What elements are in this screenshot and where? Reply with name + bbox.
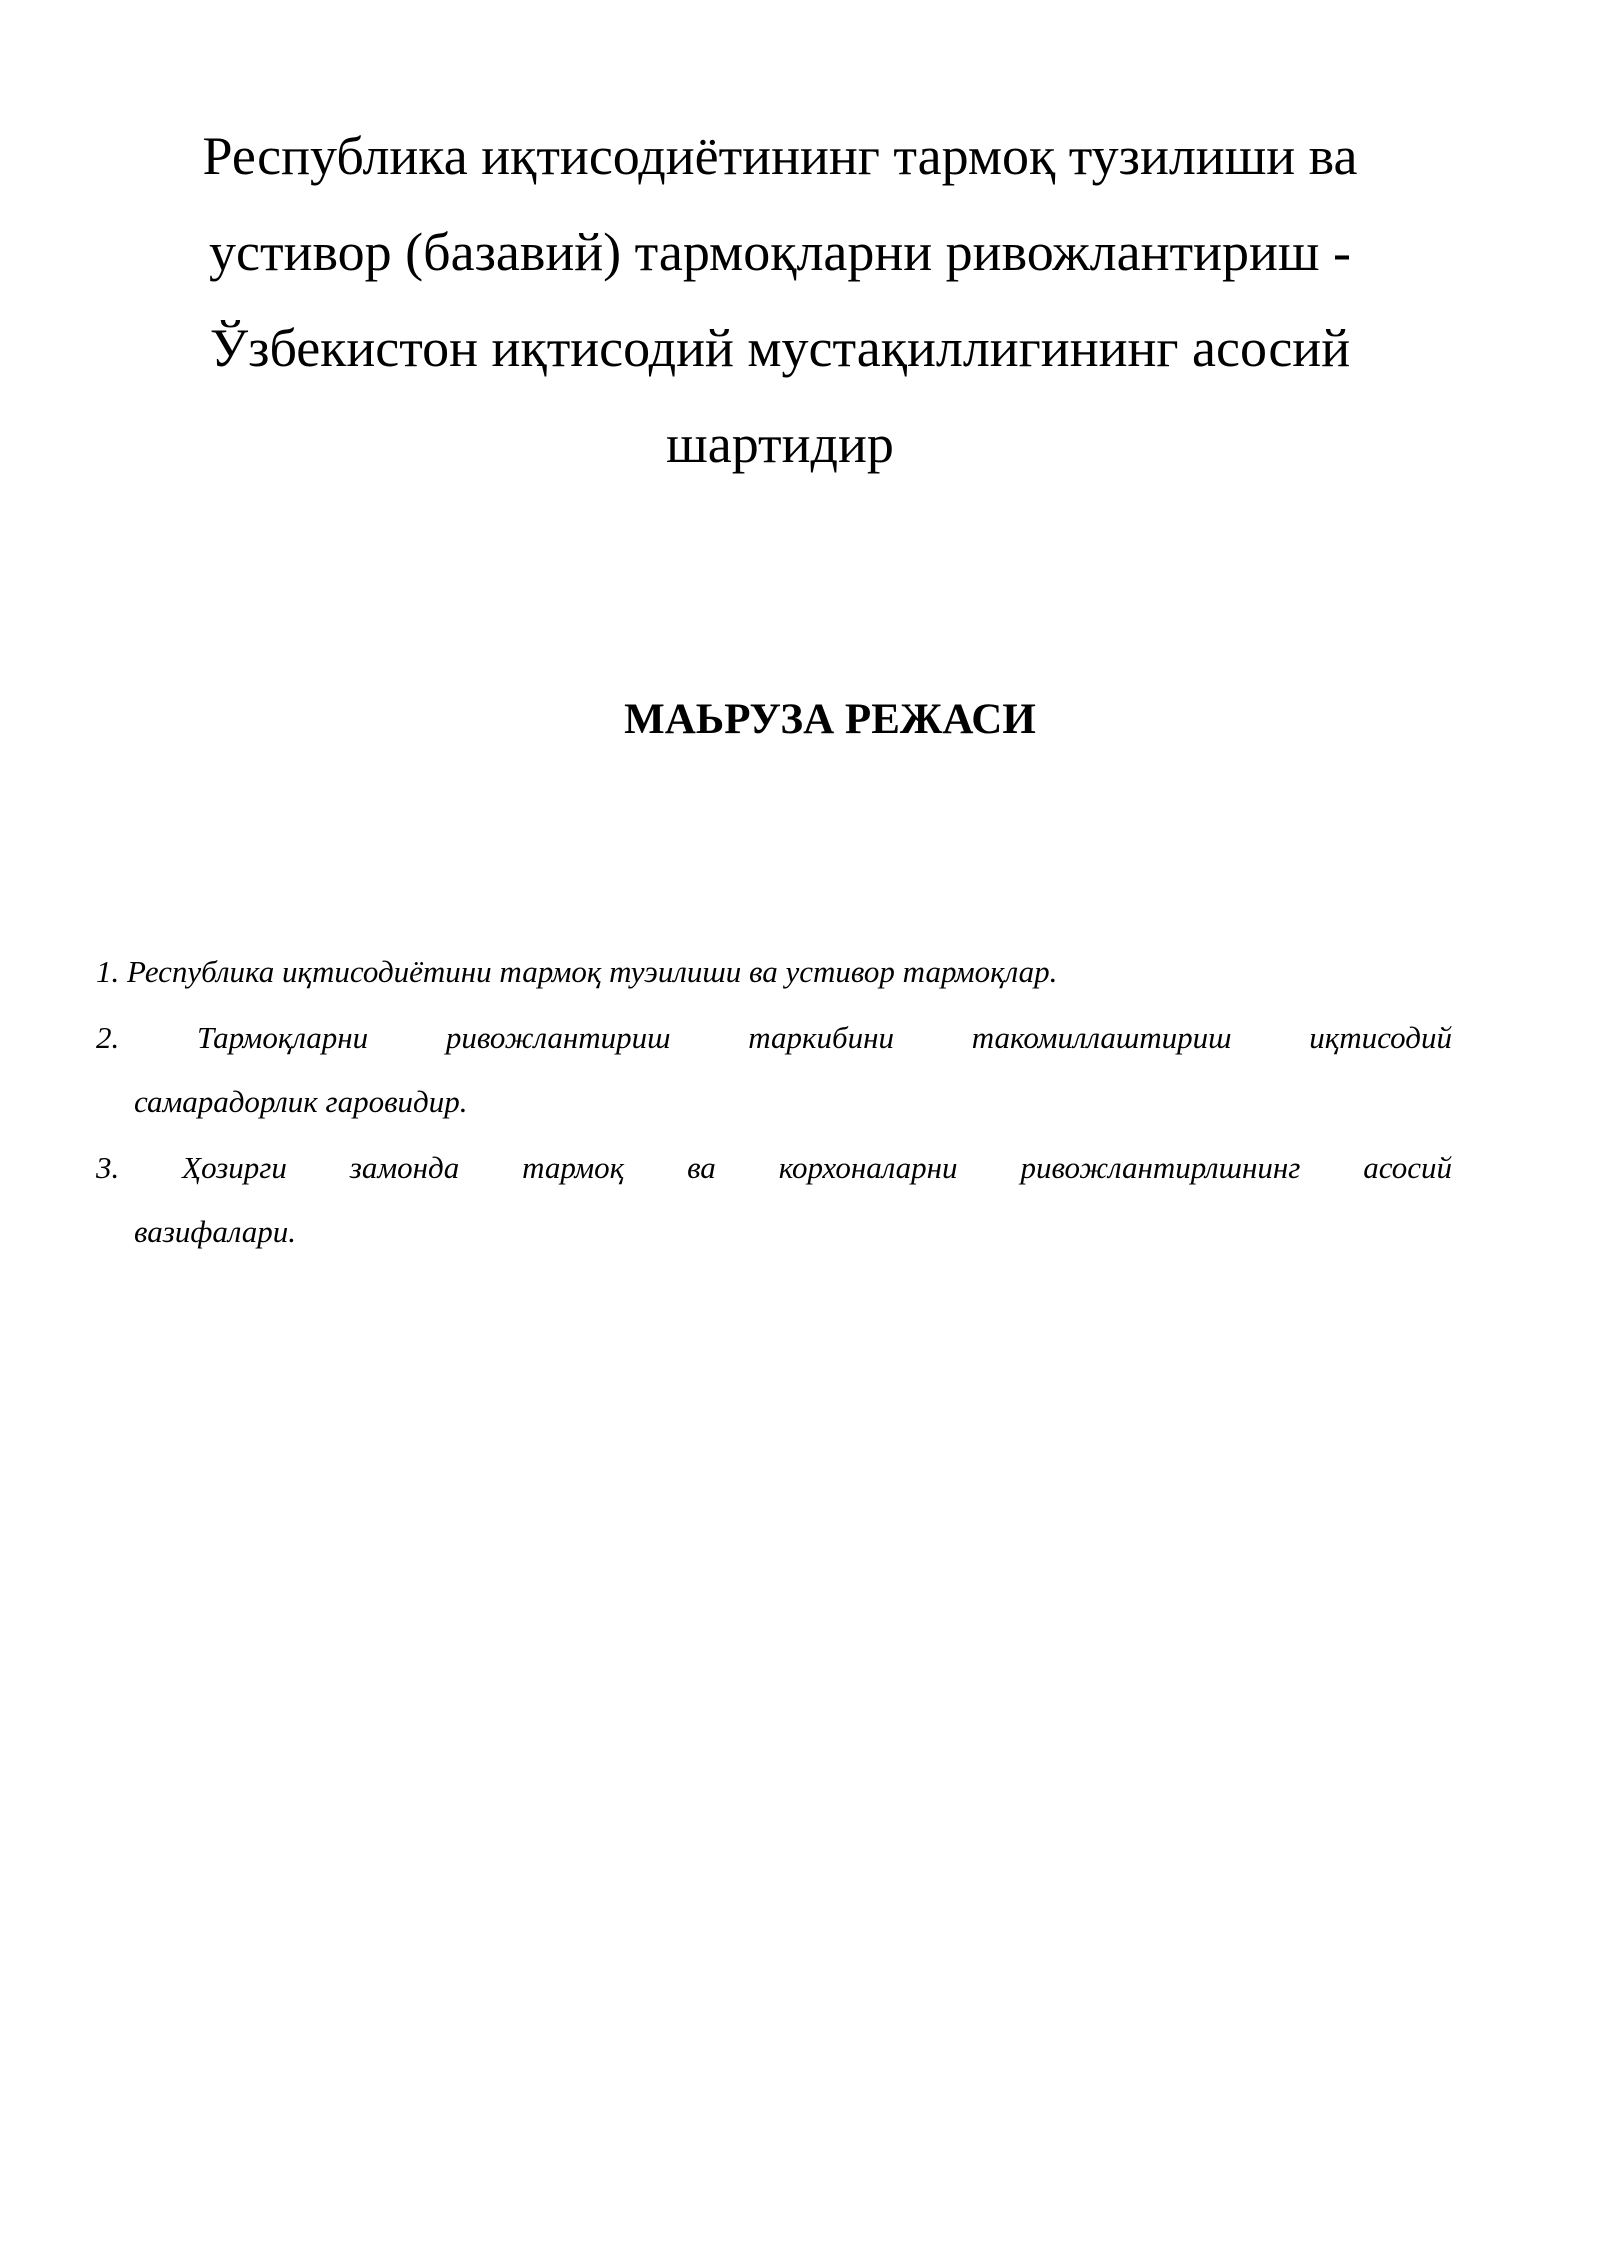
plan-item-word: замонда (349, 1150, 460, 1185)
plan-item-2 (96, 1006, 1452, 1134)
plan-item-word: асосий (1363, 1150, 1452, 1185)
plan-item-number: 2. (96, 1020, 120, 1055)
plan-item-word: иқтисодий (1309, 1020, 1452, 1055)
plan-item-3 (96, 1136, 1452, 1264)
title-line-3: Ўзбекистон иқтисодий мустақиллигининг асосий (209, 318, 1351, 378)
lecture-plan-list (96, 940, 1452, 1266)
plan-item-text: Республика иқтисодиётини тармоқ туэилиши ва устивор тармоқлар. (127, 954, 1058, 989)
plan-item-1 (96, 940, 1452, 1004)
plan-item-word: ривожлантирлшнинг (1020, 1150, 1301, 1185)
lecture-plan-heading: МАЬРУЗА РЕЖАСИ (624, 696, 1036, 743)
plan-item-2-line-2: самарадорлик гаровидир. (134, 1084, 468, 1119)
plan-item-1-line-1 (96, 940, 1452, 1004)
plan-item-word: ривожлантириш (445, 1020, 671, 1055)
plan-item-word: корхоналарни (778, 1150, 958, 1185)
plan-item-number: 3. (96, 1150, 120, 1185)
plan-item-3-line-2: вазифалари. (134, 1214, 296, 1249)
plan-item-word: Ҳозирги (182, 1150, 287, 1185)
title-line-1: Республика иқтисодиётининг тармоқ тузилиши ва (202, 126, 1358, 186)
plan-item-number: 1. (96, 954, 120, 989)
title-line-4: шартидир (666, 414, 894, 474)
plan-item-word: Тармоқларни (196, 1020, 369, 1055)
plan-item-word: таркибини (748, 1020, 895, 1055)
plan-item-2-line-1 (96, 1006, 1452, 1070)
plan-item-word: такомиллаштириш (971, 1020, 1232, 1055)
plan-item-word: тармоқ (522, 1150, 625, 1185)
document-title (120, 108, 1440, 492)
plan-item-word: ва (687, 1150, 716, 1185)
plan-item-3-line-1 (96, 1136, 1452, 1200)
title-line-2: устивор (базавий) тармоқларни ривожлантириш - (209, 222, 1351, 282)
